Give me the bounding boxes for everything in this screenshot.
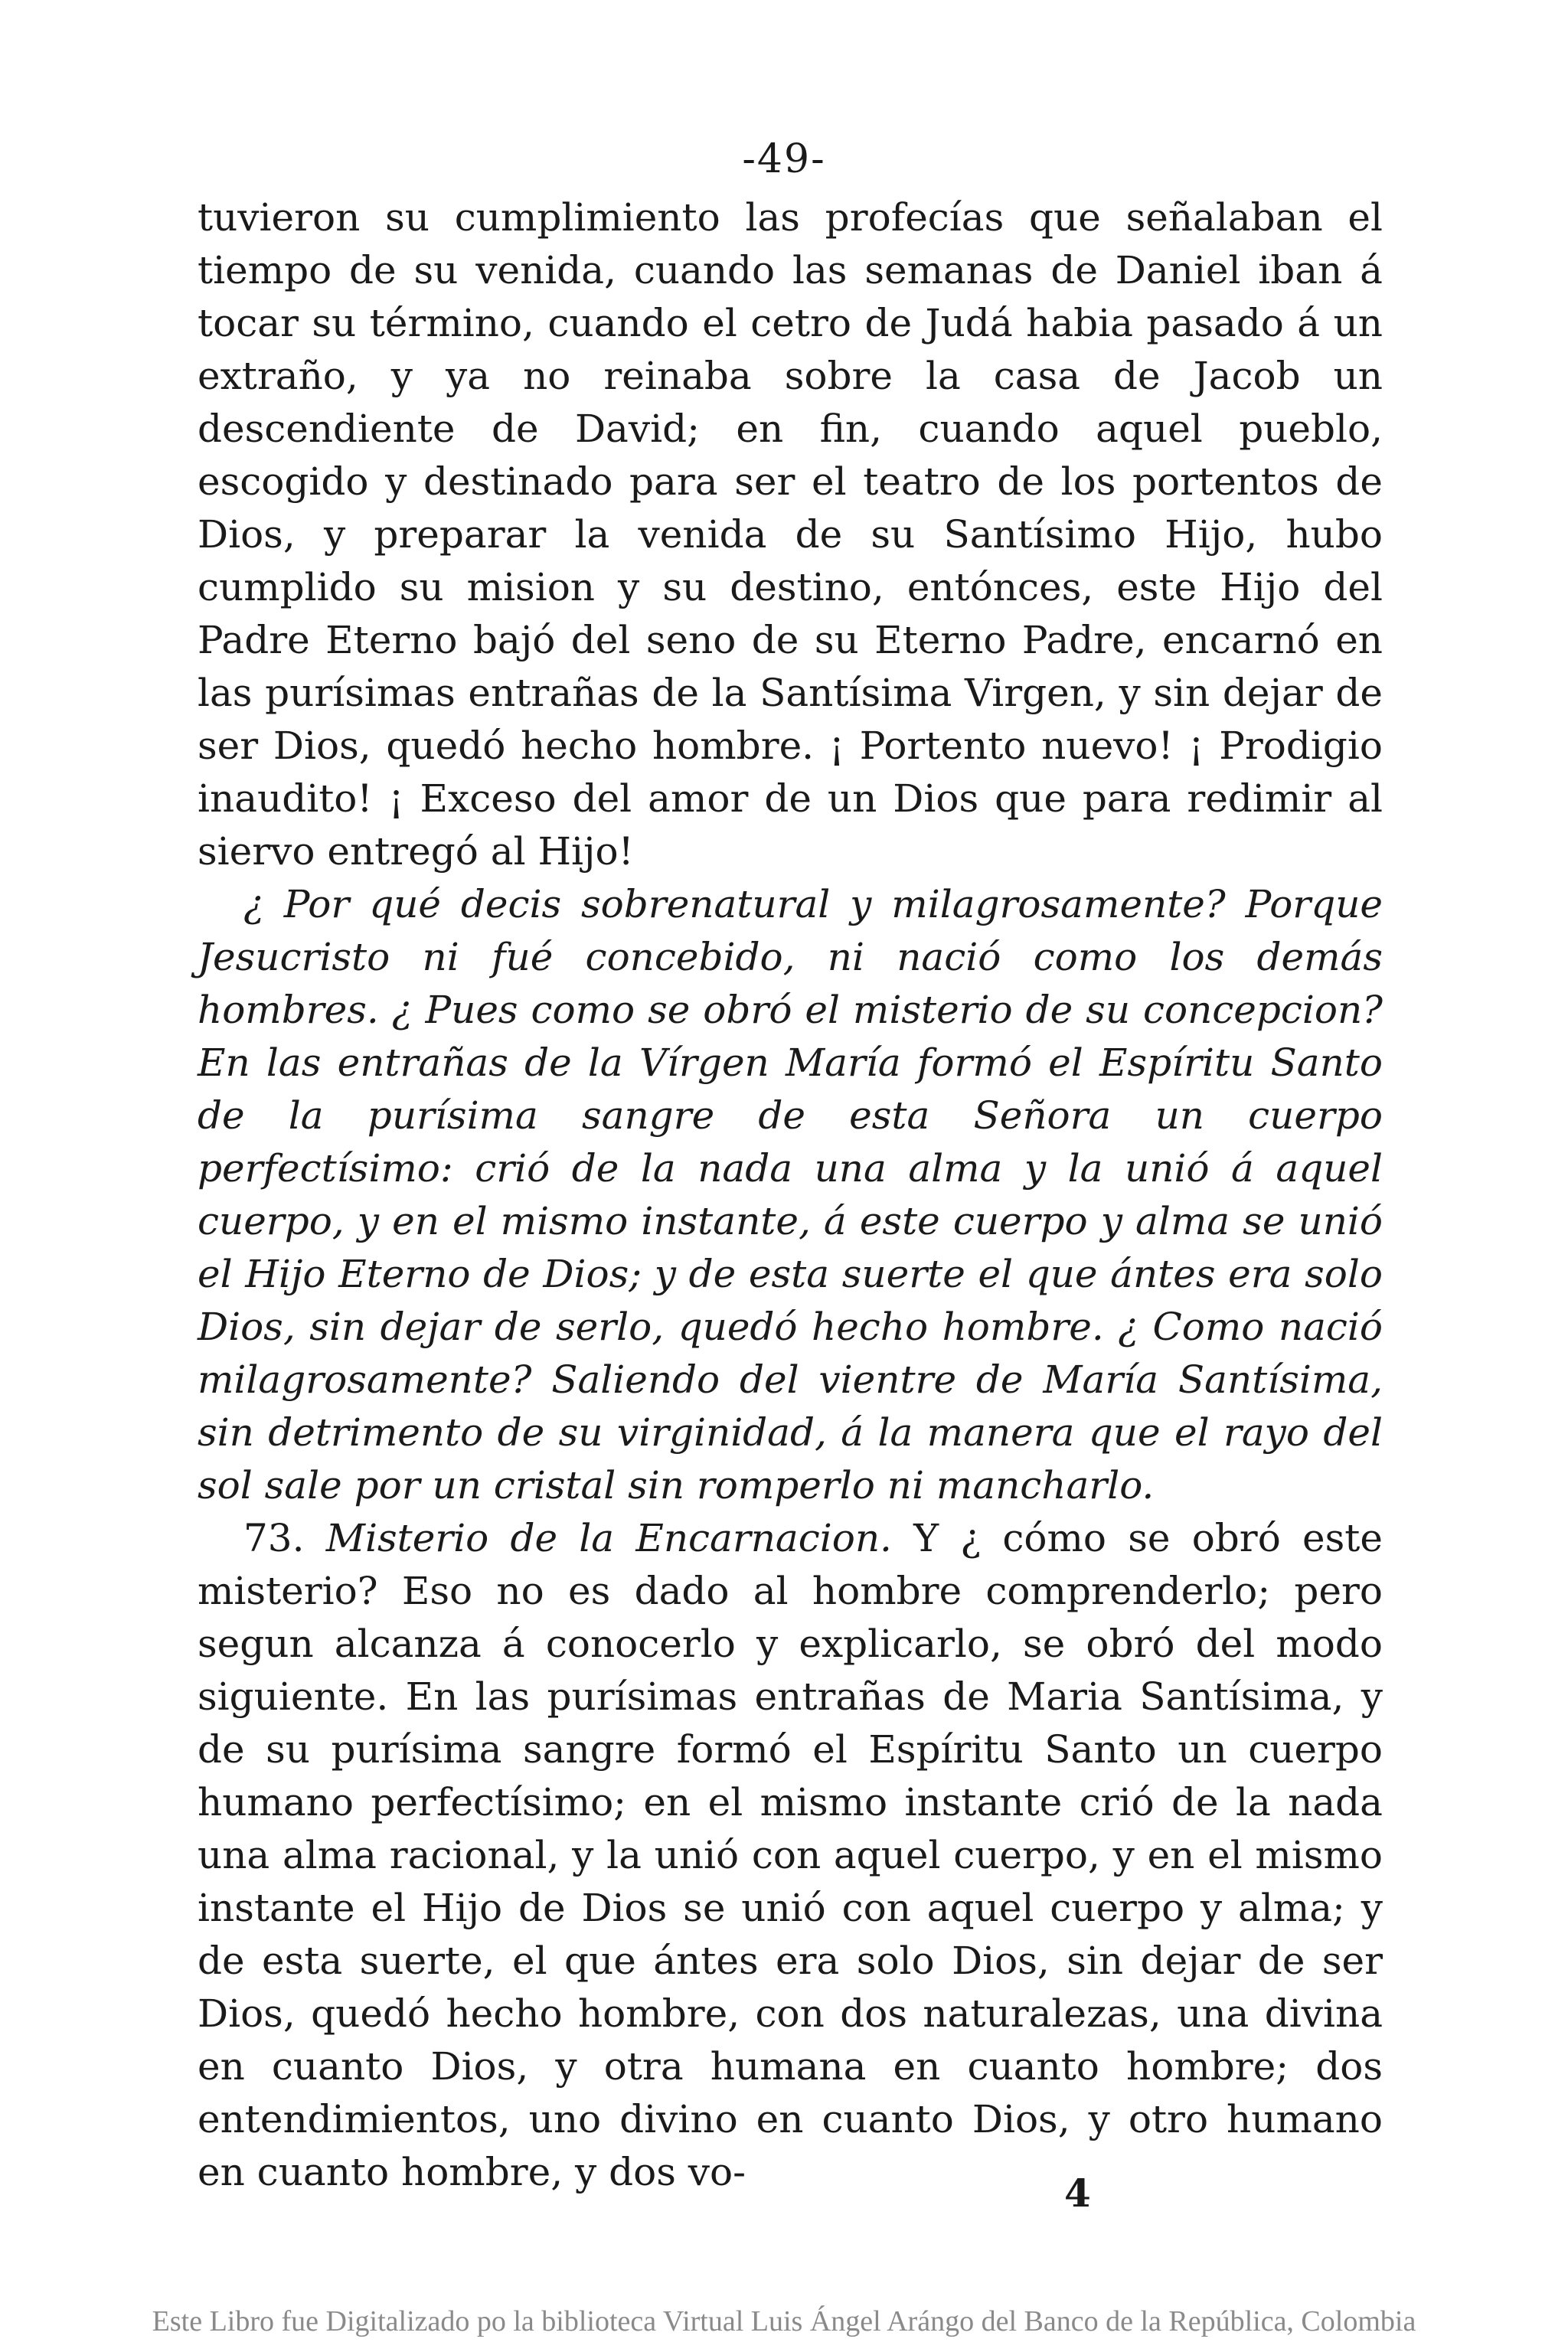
paragraph-3-text: Y ¿ cómo se obró este misterio? Eso no es dado al hombre comprenderlo; pero segun alcanza á conocerlo y explicarlo, se obró del modo siguiente. En las purísimas entrañas de Maria Santísima, y de su purísima sangre formó el Espíritu Santo un cuerpo humano perfectísimo; en el mismo instante crió de la nada una alma racional, y la unió con aquel cuerpo, y en el mismo instante el Hijo de Dios se unió con aquel cuerpo y alma; y de esta suerte, el que ántes era solo Dios, sin dejar de ser Dios, quedó hecho hombre, con dos naturalezas, una divina en cuanto Dios, y otra humana en cuanto hombre; dos entendimientos, uno divino en cuanto Dios, y otro humano en cuanto hombre, y dos vo-	[198, 1516, 1383, 2194]
paragraph-number: 73.	[243, 1516, 305, 1560]
body-text	[198, 191, 1383, 2199]
paragraph-1: tuvieron su cumplimiento las profecías que señalaban el tiempo de su venida, cuando las semanas de Daniel iban á tocar su término, cuando el cetro de Judá habia pasado á un extraño, y ya no reinaba sobre la casa de Jacob un descendiente de David; en fin, cuando aquel pueblo, escogido y destinado para ser el teatro de los portentos de Dios, y preparar la venida de su Santísimo Hijo, hubo cumplido su mision y su destino, entónces, este Hijo del Padre Eterno bajó del seno de su Eterno Padre, encarnó en las purísimas entrañas de la Santísima Virgen, y sin dejar de ser Dios, quedó hecho hombre. ¡ Portento nuevo! ¡ Prodigio inaudito! ¡ Exceso del amor de un Dios que para redimir al siervo entregó al Hijo!	[198, 195, 1383, 874]
section-title: Misterio de la Encarnacion.	[325, 1516, 892, 1560]
digitization-footer: Este Libro fue Digitalizado po la biblioteca Virtual Luis Ángel Arángo del Banco de la República, Colombia	[152, 2305, 1416, 2337]
signature-mark: 4	[1064, 2171, 1091, 2216]
page-number: -49-	[742, 136, 826, 182]
paragraph-3	[198, 1512, 1383, 2199]
paragraph-2: ¿ Por qué decis sobrenatural y milagrosamente? Porque Jesucristo ni fué concebido, ni nació como los demás hombres. ¿ Pues como se obró el misterio de su concepcion? En las entrañas de la Vírgen María formó el Espíritu Santo de la purísima sangre de esta Señora un cuerpo perfectísimo: crió de la nada una alma y la unió á aquel cuerpo, y en el mismo instante, á este cuerpo y alma se unió el Hijo Eterno de Dios; y de esta suerte el que ántes era solo Dios, sin dejar de serlo, quedó hecho hombre. ¿ Como nació milagrosamente? Saliendo del vientre de María Santísima, sin detrimento de su virginidad, á la manera que el rayo del sol sale por un cristal sin romperlo ni mancharlo.	[198, 882, 1383, 1508]
